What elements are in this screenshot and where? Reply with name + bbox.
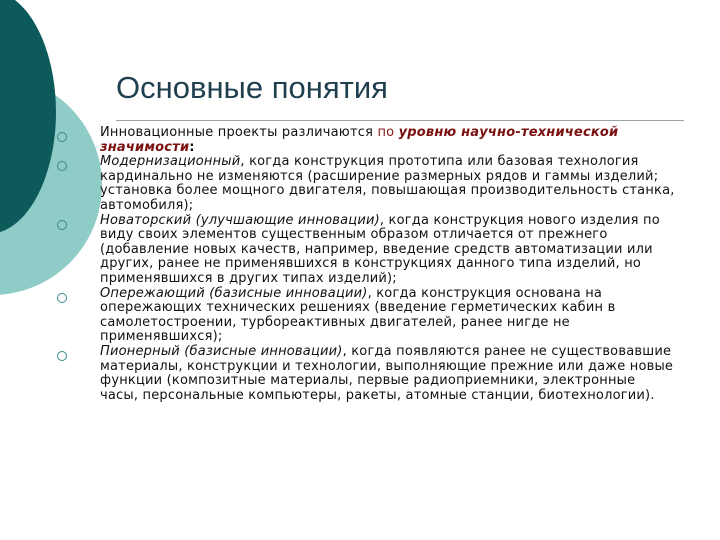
- list-item-advanced: [0, 287, 675, 345]
- item-description: , когда конструкция основана на опережающих технических решениях (введение герметических кабин в самолетостроении, турбореактивных двигателей, ранее нигде не применявшихся);: [100, 285, 616, 345]
- item-text: [100, 155, 675, 213]
- intro-text: Инновационные проекты различаются: [100, 125, 378, 140]
- item-term: Модернизационный: [100, 154, 241, 170]
- bullet-list: [0, 126, 720, 526]
- intro-connector: по: [377, 125, 399, 140]
- item-text: [100, 345, 675, 403]
- item-description: , когда конструкция прототипа или базовая технология кардинально не изменяются (расширение размерных рядов и гаммы изделий; установка более мощного двигателя, повышающая производительность станка, автомобиля);: [100, 154, 675, 213]
- list-item-innovative: [0, 214, 675, 287]
- item-term: Опережающий (базисные инновации): [100, 285, 368, 301]
- title-divider: [116, 120, 684, 121]
- bullet-icon: [57, 161, 67, 171]
- bullet-icon: [57, 220, 67, 230]
- bullet-icon: [57, 132, 67, 142]
- intro-tail: :: [189, 139, 195, 155]
- item-description: , когда конструкция нового изделия по виду своих элементов существенным образом отличается от прежнего (добавление новых качеств, например, введение средств автоматизации или других, ранее не применявшихся в конструкциях данного типа изделий, но применявшихся в других типах изделий);: [100, 212, 660, 286]
- item-term: Пионерный (базисные инновации): [100, 343, 343, 359]
- list-item-intro: [0, 126, 675, 155]
- bullet-icon: [57, 351, 67, 361]
- item-description: , когда появляются ранее не существовавшие материалы, конструкции и технологии, выполняющие прежние или даже новые функции (композитные материалы, первые радиоприемники, электронные часы, персональные компьютеры, ракеты, атомные станции, биотехнологии).: [100, 343, 674, 403]
- item-term: Новаторский (улучшающие инновации): [100, 212, 380, 228]
- item-text: [100, 287, 675, 345]
- intro-emphasis: уровню научно-технической значимости: [100, 125, 619, 155]
- bullet-icon: [57, 293, 67, 303]
- item-text: [100, 214, 675, 287]
- slide-title: Основные понятия: [116, 70, 388, 105]
- item-text: [100, 126, 675, 155]
- list-item-modernization: [0, 155, 675, 213]
- list-item-pioneer: [0, 345, 675, 403]
